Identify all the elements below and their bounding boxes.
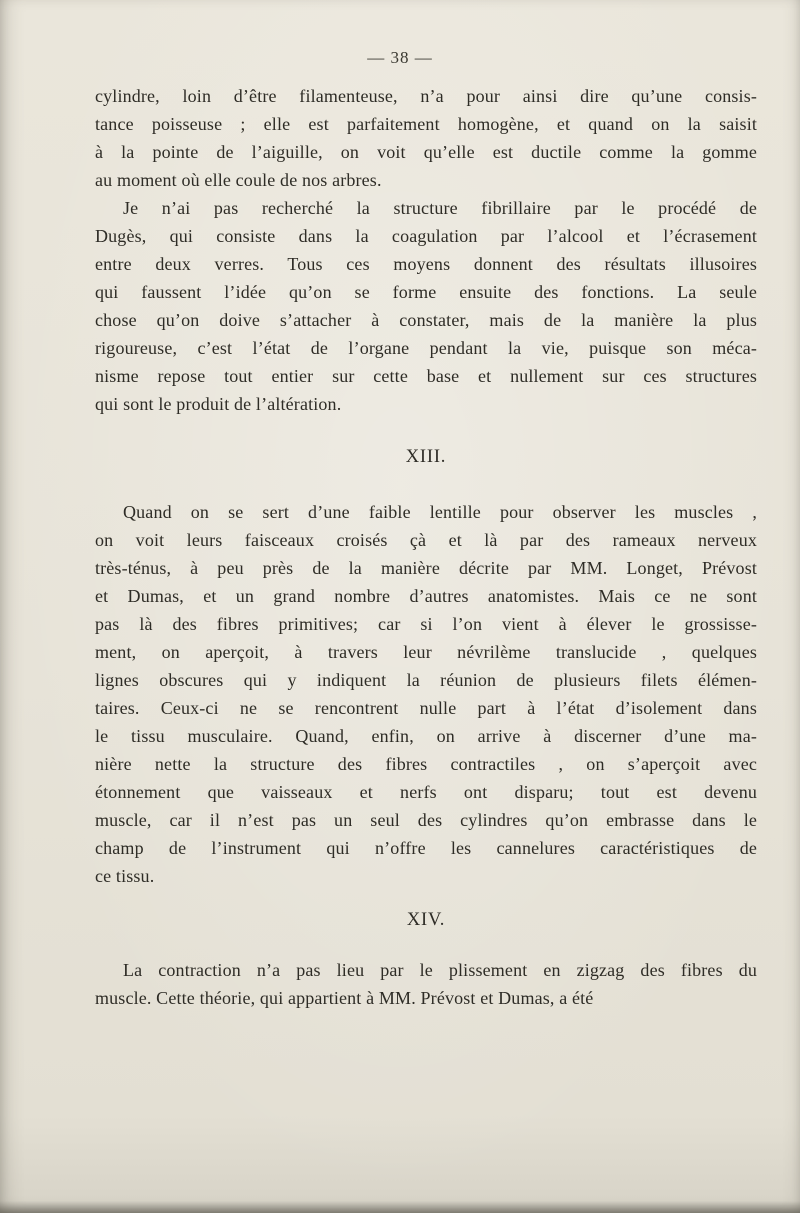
text-line: tance poisseuse ; elle est parfaitement homogène, et quand on la saisit bbox=[95, 114, 757, 134]
text-line: rigoureuse, c’est l’état de l’organe pendant la vie, puisque son méca- bbox=[95, 338, 757, 358]
text-line: très-ténus, à peu près de la manière décrite par MM. Longet, Prévost bbox=[95, 558, 757, 578]
text-line: étonnement que vaisseaux et nerfs ont disparu; tout est devenu bbox=[95, 782, 757, 802]
text-line: qui faussent l’idée qu’on se forme ensuite des fonctions. La seule bbox=[95, 282, 757, 302]
text-line: muscle, car il n’est pas un seul des cylindres qu’on embrasse dans le bbox=[95, 810, 757, 830]
text-line: Quand on se sert d’une faible lentille pour observer les muscles , bbox=[123, 502, 757, 522]
text-line: lignes obscures qui y indiquent la réunion de plusieurs filets élémen- bbox=[95, 670, 757, 690]
text-line: pas là des fibres primitives; car si l’on vient à élever le grossisse- bbox=[95, 614, 757, 634]
paragraph bbox=[95, 956, 757, 1012]
section-heading: XIII. bbox=[405, 447, 447, 467]
text-line: on voit leurs faisceaux croisés çà et là par des rameaux nerveux bbox=[95, 530, 757, 550]
text-line: qui sont le produit de l’altération. bbox=[95, 394, 342, 414]
text-line: ment, on aperçoit, à travers leur névrilème translucide , quelques bbox=[95, 642, 757, 662]
text-line: au moment où elle coule de nos arbres. bbox=[95, 170, 382, 190]
text-line: Je n’ai pas recherché la structure fibrillaire par le procédé de bbox=[123, 198, 757, 218]
text-line: le tissu musculaire. Quand, enfin, on arrive à discerner d’une ma- bbox=[95, 726, 757, 746]
text-line: taires. Ceux-ci ne se rencontrent nulle part à l’état d’isolement dans bbox=[95, 698, 757, 718]
paragraph bbox=[95, 498, 757, 890]
text-line: cylindre, loin d’être filamenteuse, n’a pour ainsi dire qu’une consis- bbox=[95, 86, 757, 106]
text-line: nisme repose tout entier sur cette base et nullement sur ces structures bbox=[95, 366, 757, 386]
text-line: ce tissu. bbox=[95, 866, 155, 886]
text-line: chose qu’on doive s’attacher à constater, mais de la manière la plus bbox=[95, 310, 757, 330]
text-line: à la pointe de l’aiguille, on voit qu’elle est ductile comme la gomme bbox=[95, 142, 757, 162]
text-line: champ de l’instrument qui n’offre les cannelures caractéristiques de bbox=[95, 838, 757, 858]
text-line: Dugès, qui consiste dans la coagulation par l’alcool et l’écrasement bbox=[95, 226, 757, 246]
text-line: entre deux verres. Tous ces moyens donnent des résultats illusoires bbox=[95, 254, 757, 274]
page-number: — 38 — bbox=[367, 48, 433, 67]
text-line: nière nette la structure des fibres contractiles , on s’aperçoit avec bbox=[95, 754, 757, 774]
text-line: La contraction n’a pas lieu par le plissement en zigzag des fibres du bbox=[123, 960, 757, 980]
paragraph bbox=[95, 82, 757, 194]
text-line: muscle. Cette théorie, qui appartient à MM. Prévost et Dumas, a été bbox=[95, 988, 594, 1008]
section-heading: XIV. bbox=[406, 910, 446, 930]
text-line: et Dumas, et un grand nombre d’autres anatomistes. Mais ce ne sont bbox=[95, 586, 757, 606]
paragraph bbox=[95, 194, 757, 418]
page-content bbox=[95, 82, 757, 1012]
